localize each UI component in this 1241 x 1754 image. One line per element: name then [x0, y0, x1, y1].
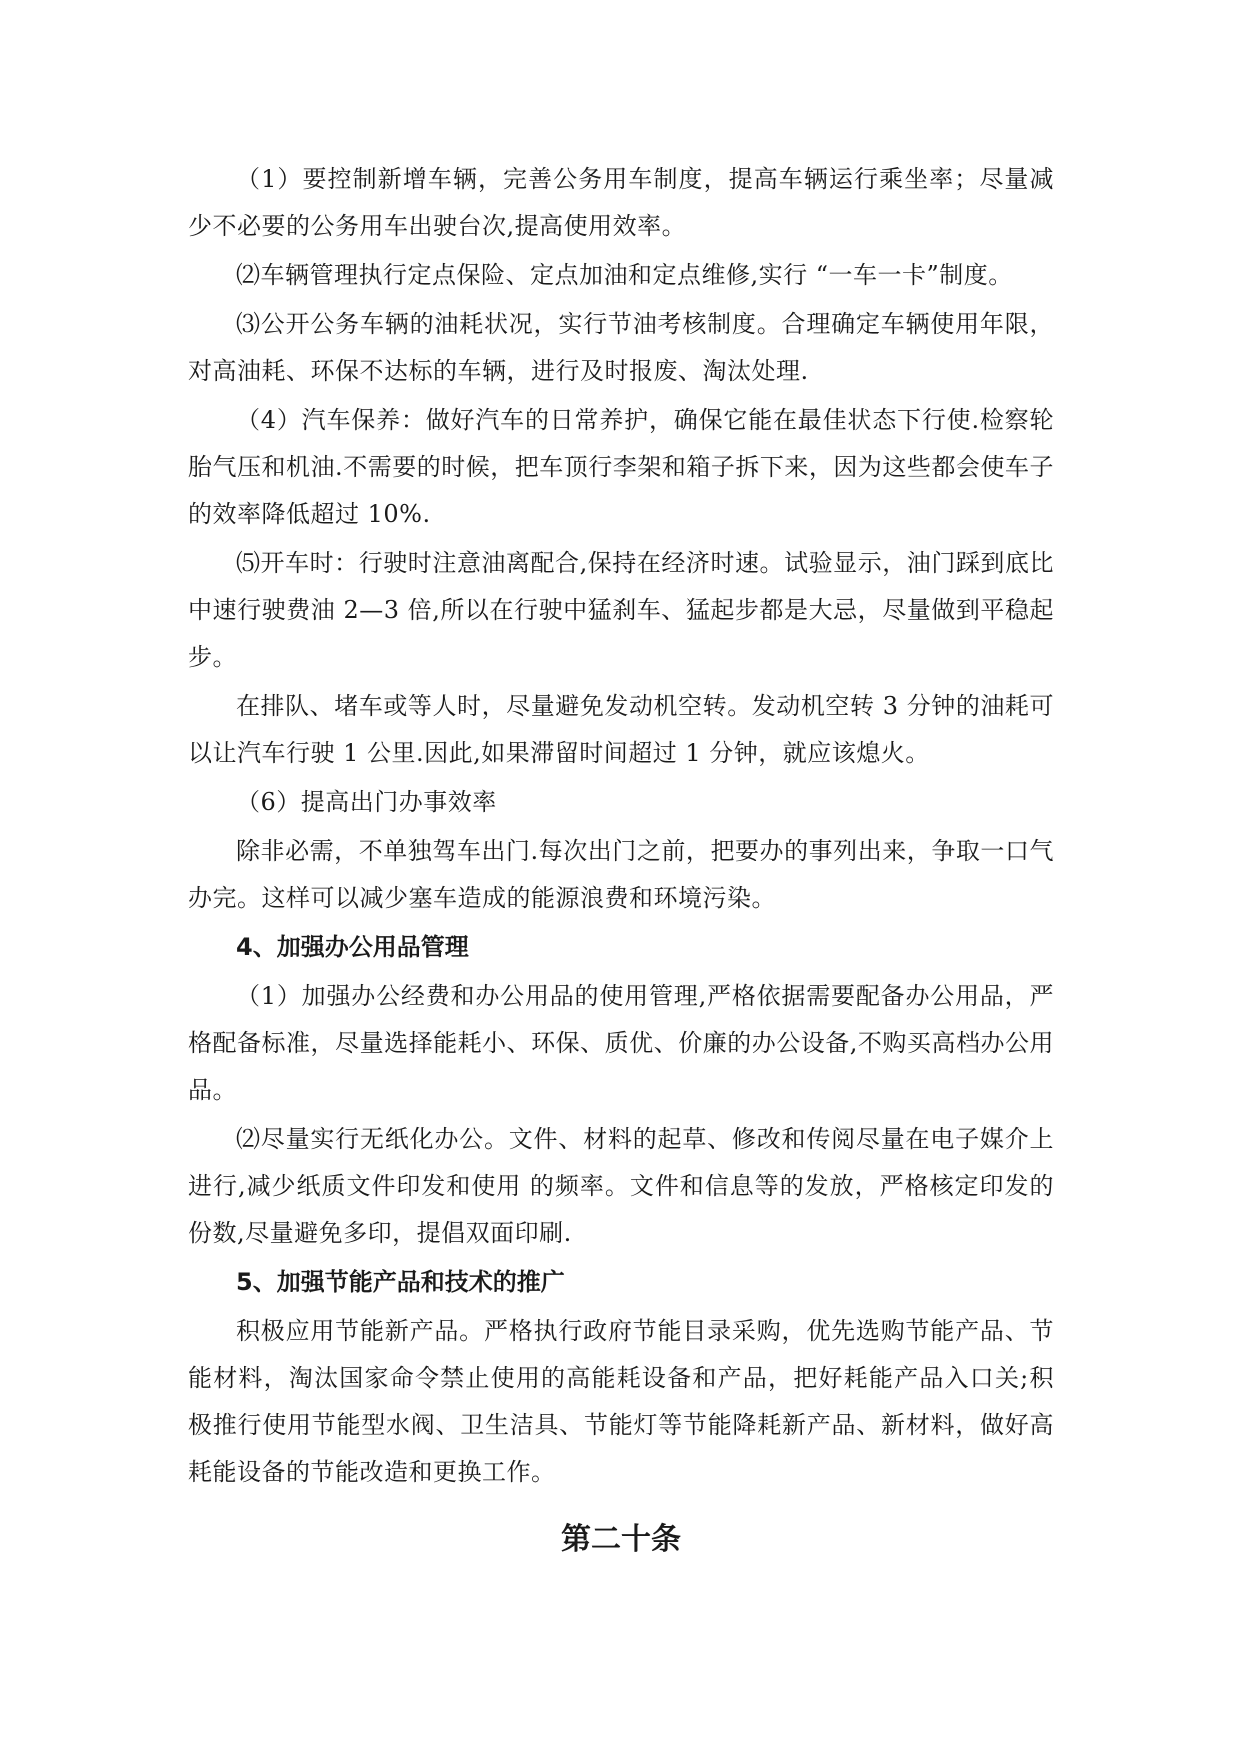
- article-title: 第二十条: [561, 1522, 681, 1557]
- document-body: [188, 156, 1054, 1563]
- paragraph-efficiency-title: （6）提高出门办事效率: [236, 788, 497, 816]
- paragraph-trip-planning: 除非必需，不单独驾车出门.每次出门之前，把要办的事列出来，争取一口气办完。这样可以减少塞车造成的能源浪费和环境污染。: [188, 837, 1054, 912]
- paragraph-fuel-consumption: ⑶公开公务车辆的油耗状况，实行节油考核制度。合理确定车辆使用年限，对高油耗、环保不达标的车辆，进行及时报废、淘汰处理.: [188, 310, 1054, 385]
- section-heading-energy-products: 5、加强节能产品和技术的推广: [236, 1268, 565, 1296]
- paragraph-energy-products: 积极应用节能新产品。严格执行政府节能目录采购，优先选购节能产品、节能材料，淘汰国家命令禁止使用的高能耗设备和产品，把好耗能产品入口关;积极推行使用节能型水阀、卫生洁具、节能灯等节能降耗新产品、新材料，做好高耗能设备的节能改造和更换工作。: [188, 1317, 1054, 1486]
- paragraph-driving: ⑸开车时：行驶时注意油离配合,保持在经济时速。试验显示，油门踩到底比中速行驶费油 2—3 倍,所以在行驶中猛刹车、猛起步都是大忌，尽量做到平稳起步。: [188, 549, 1054, 671]
- paragraph-vehicle-control: （1）要控制新增车辆，完善公务用车制度，提高车辆运行乘坐率；尽量减少不必要的公务用车出驶台次,提高使用效率。: [188, 165, 1054, 240]
- paragraph-office-funds: （1）加强办公经费和办公用品的使用管理,严格依据需要配备办公用品，严格配备标准，尽量选择能耗小、环保、质优、价廉的办公设备,不购买高档办公用品。: [188, 982, 1054, 1104]
- section-heading-office-supplies: 4、加强办公用品管理: [236, 933, 469, 961]
- paragraph-vehicle-management: ⑵车辆管理执行定点保险、定点加油和定点维修,实行 “一车一卡”制度。: [236, 261, 1013, 289]
- paragraph-idling: 在排队、堵车或等人时，尽量避免发动机空转。发动机空转 3 分钟的油耗可以让汽车行驶 1 公里.因此,如果滞留时间超过 1 分钟，就应该熄火。: [188, 692, 1054, 767]
- paragraph-car-maintenance: （4）汽车保养：做好汽车的日常养护，确保它能在最佳状态下行使.检察轮胎气压和机油.不需要的时候，把车顶行李架和箱子拆下来，因为这些都会使车子的效率降低超过 10%.: [188, 406, 1054, 528]
- paragraph-paperless: ⑵尽量实行无纸化办公。文件、材料的起草、修改和传阅尽量在电子媒介上进行,减少纸质文件印发和使用 的频率。文件和信息等的发放，严格核定印发的份数,尽量避免多印，提倡双面印刷.: [188, 1125, 1054, 1247]
